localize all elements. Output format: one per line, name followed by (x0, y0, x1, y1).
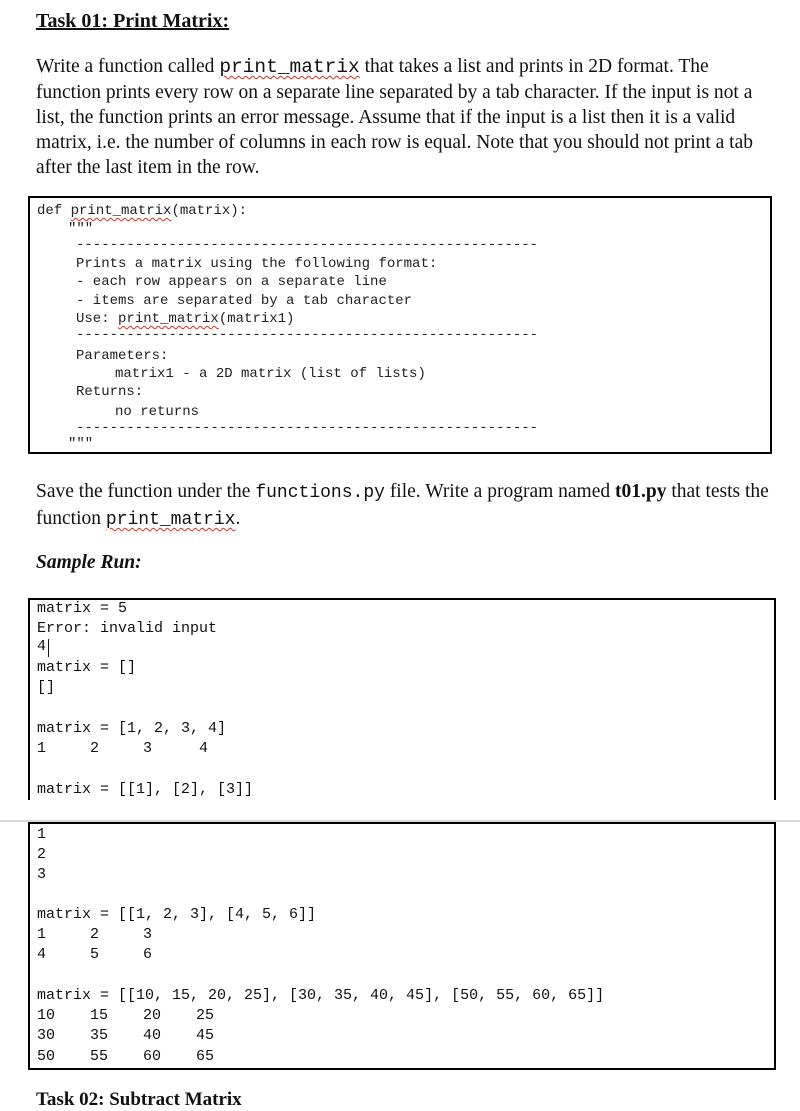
code-line-3: - items are separated by a tab character (76, 293, 413, 309)
save-filename: functions.py (255, 483, 385, 503)
save-instructions (36, 479, 776, 533)
code-def-params: (matrix): (171, 203, 248, 219)
code-use-args: (matrix1) (218, 311, 295, 327)
code-def-function: print_matrix (70, 203, 172, 219)
code-parameter-1: matrix1 - a 2D matrix (list of lists) (115, 366, 426, 382)
m3-cell: 30 (37, 1027, 56, 1044)
code-no-returns: no returns (115, 404, 200, 420)
m3-cell: 55 (90, 1048, 109, 1065)
task-title: Task 01: Print Matrix: (36, 10, 230, 32)
code-dash-line-3: ------------------------------------------------------- (76, 420, 539, 436)
col-output-2: 2 (37, 846, 47, 863)
run1-line-7: matrix = [[1], [2], [3]] (37, 781, 254, 798)
save-program-name: t01.py (615, 481, 667, 502)
intro-paragraph (36, 54, 776, 180)
next-task-title-cut-off: Task 02: Subtract Matrix (36, 1089, 242, 1110)
run2-matrix-2x3: matrix = [[1, 2, 3], [4, 5, 6]] (37, 906, 317, 923)
run1-line-4: matrix = [] (37, 659, 137, 676)
intro-post: that takes a list and prints in 2D format. The function prints every row on a separate line separated by a tab character. If the input is not a list, the function prints an error message. Assume that if the input is a list then it is a valid matrix, i.e. the number of columns in each row is equal. Note that you should not print a tab after the last item in the row. (36, 56, 754, 178)
run1-row-cell-2: 2 (90, 740, 100, 757)
code-dash-line-2: ------------------------------------------------------- (76, 327, 539, 343)
run1-line-5: [] (37, 679, 56, 696)
code-line-2: - each row appears on a separate line (76, 274, 387, 290)
intro-function-name: print_matrix (219, 56, 360, 78)
m2-cell: 3 (143, 926, 153, 943)
m3-cell: 60 (143, 1048, 162, 1065)
m2-cell: 2 (90, 926, 100, 943)
code-parameters-label: Parameters: (76, 348, 169, 364)
m3-cell: 65 (196, 1048, 215, 1065)
col-output-1: 1 (37, 826, 47, 843)
run1-row-cell-3: 3 (143, 740, 153, 757)
m3-cell: 50 (37, 1048, 56, 1065)
code-def-line (37, 203, 247, 219)
m3-cell: 45 (196, 1027, 215, 1044)
run1-line-1: matrix = 5 (37, 600, 128, 617)
save-pre: Save the function under the (36, 481, 256, 502)
intro-pre: Write a function called (36, 56, 220, 77)
save-post: that tests the function (36, 481, 769, 529)
m3-cell: 40 (143, 1027, 162, 1044)
code-dash-line-1: ------------------------------------------------------- (76, 237, 539, 253)
m3-cell: 25 (196, 1007, 215, 1024)
code-def-keyword: def (37, 203, 71, 219)
code-returns-label: Returns: (76, 384, 144, 400)
run1-line-2: Error: invalid input (37, 620, 218, 637)
save-end: . (235, 508, 241, 529)
text-cursor (48, 639, 49, 657)
sample-run-heading: Sample Run: (36, 552, 142, 573)
run2-matrix-3x4: matrix = [[10, 15, 20, 25], [30, 35, 40, 45], [50, 55, 60, 65]] (37, 987, 605, 1004)
m2-cell: 4 (37, 946, 47, 963)
m3-cell: 10 (37, 1007, 56, 1024)
run1-row-cell-1: 1 (37, 740, 47, 757)
run1-row-cell-4: 4 (199, 740, 209, 757)
code-use-function: print_matrix (118, 311, 219, 327)
run1-line-3: 4 (37, 638, 47, 655)
m3-cell: 15 (90, 1007, 109, 1024)
save-function-name: print_matrix (105, 510, 236, 530)
col-output-3: 3 (37, 866, 47, 883)
m2-cell: 6 (143, 946, 153, 963)
code-use-label: Use: (76, 311, 119, 327)
sample-run-box-1 (28, 598, 776, 800)
code-docstring-close: """ (68, 436, 94, 452)
docstring-code-box (28, 196, 772, 454)
code-use-line (76, 311, 294, 327)
code-line-1: Prints a matrix using the following format: (76, 256, 438, 272)
code-docstring-open: """ (68, 221, 94, 237)
save-mid: file. Write a program named (384, 481, 615, 502)
m2-cell: 5 (90, 946, 100, 963)
m3-cell: 20 (143, 1007, 162, 1024)
sample-run-box-2 (28, 822, 776, 1070)
m2-cell: 1 (37, 926, 47, 943)
m3-cell: 35 (90, 1027, 109, 1044)
run1-line-6: matrix = [1, 2, 3, 4] (37, 720, 227, 737)
